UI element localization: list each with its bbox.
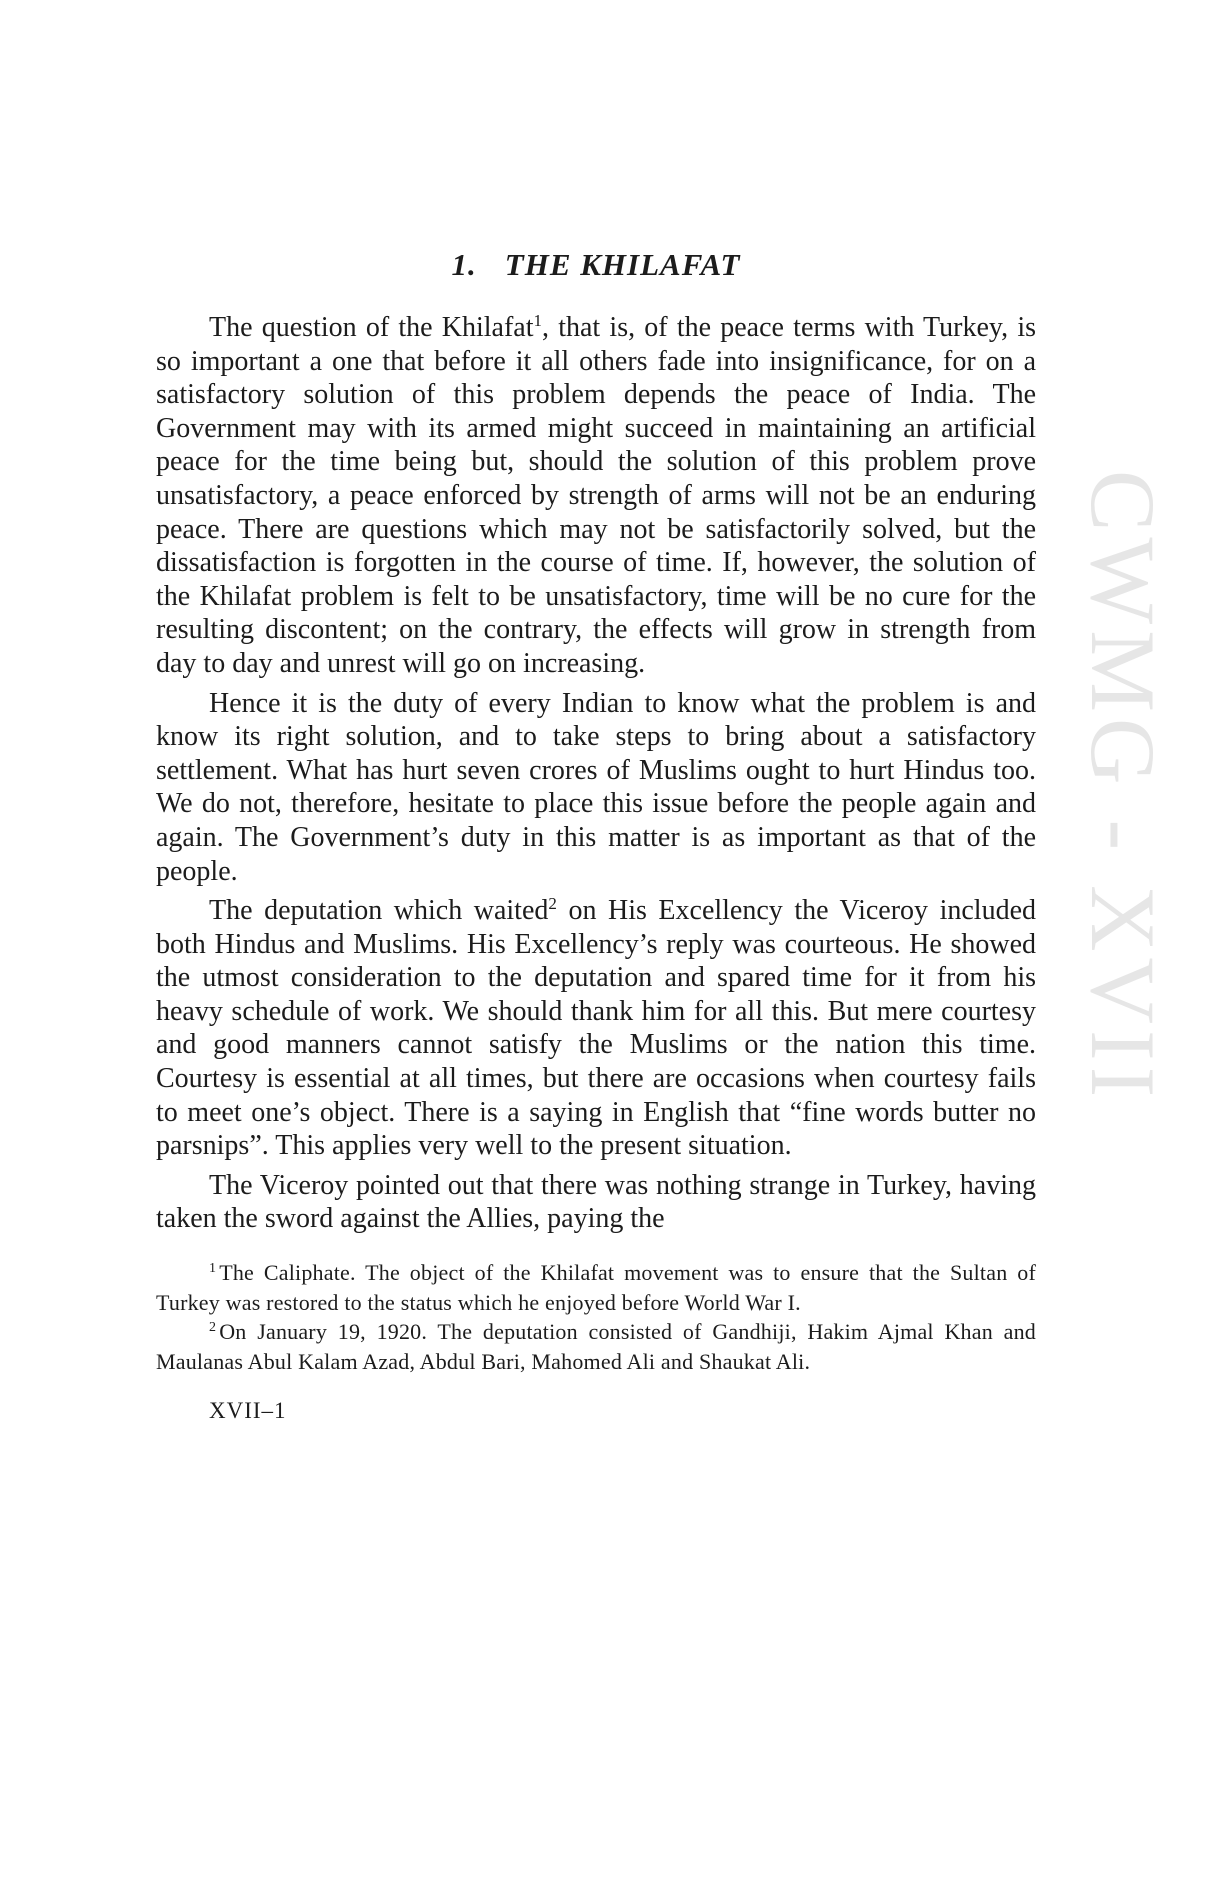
chapter-number: 1. [451,247,477,282]
footnote-reference: 2 [548,894,557,914]
footnote-reference: 1 [533,311,543,330]
page-content [156,245,1036,1424]
paragraph-text: The deputation which waited [209,895,549,927]
paragraph-2 [156,687,1036,889]
footnote-mark: 1 [209,1261,217,1277]
paragraph-1 [156,311,1036,681]
footnote-1 [156,1258,1036,1317]
footnote-text: On January 19, 1920. The deputation consisted of Gandhiji, Hakim Ajmal Khan and Maulanas Abul Kalam Azad, Abdul Bari, Mahomed Ali and Shaukat Ali. [156,1319,1036,1374]
footnotes [156,1258,1036,1376]
footnote-mark: 2 [209,1320,217,1336]
paragraph-text: , that is, of the peace terms with Turkey, is so important a one that before it all others fade into insignificance, for on a satisfactory solution of this problem depends the peace of India. The Government may with its armed might succeed in maintaining an artificial peace for the time being but, should the solution of this problem prove unsatisfactory, a peace enforced by strength of arms will not be an enduring peace. There are questions which may not be satisfactorily solved, but the dissatisfaction is forgotten in the course of time. If, however, the solution of the Khilafat problem is felt to be unsatisfactory, time will be no cure for the resulting discontent; on the contrary, the effects will grow in strength from day to day and unrest will go on increasing. [156,312,1036,679]
paragraph-text: The question of the Khilafat [209,312,534,343]
paragraph-3 [156,894,1036,1163]
chapter-heading [156,245,1036,285]
chapter-title: THE KHILAFAT [504,247,741,282]
paragraph-4 [156,1169,1036,1236]
footnote-text: The Caliphate. The object of the Khilafat movement was to ensure that the Sultan of Turkey was restored to the status which he enjoyed before World War I. [156,1260,1036,1315]
paragraph-text: on His Excellency the Viceroy included both Hindus and Muslims. His Excellency’s reply was courteous. He showed the utmost consideration to the deputation and spared time for it from his heavy schedule of work. We should thank him for all this. But mere courtesy and good manners cannot satisfy the Muslims or the nation this time. Courtesy is essential at all times, but there are occasions when courtesy fails to meet one’s object. There is a saying in English that “fine words butter no parsnips”. This applies very well to the present situation. [156,895,1036,1162]
page-folio: XVII–1 [209,1398,287,1424]
footnote-2 [156,1317,1036,1376]
paragraph-text: Hence it is the duty of every Indian to know what the problem is and know its right solution, and to take steps to bring about a satisfactory settlement. What has hurt seven crores of Muslims ought to hurt Hindus too. We do not, therefore, hesitate to place this issue before the people again and again. The Government’s duty in this matter is as important as that of the people. [156,687,1036,887]
paragraph-text: The Viceroy pointed out that there was nothing strange in Turkey, having taken the sword against the Allies, paying the [156,1169,1036,1235]
watermark: CWMG - XVII [1072,470,1174,1104]
